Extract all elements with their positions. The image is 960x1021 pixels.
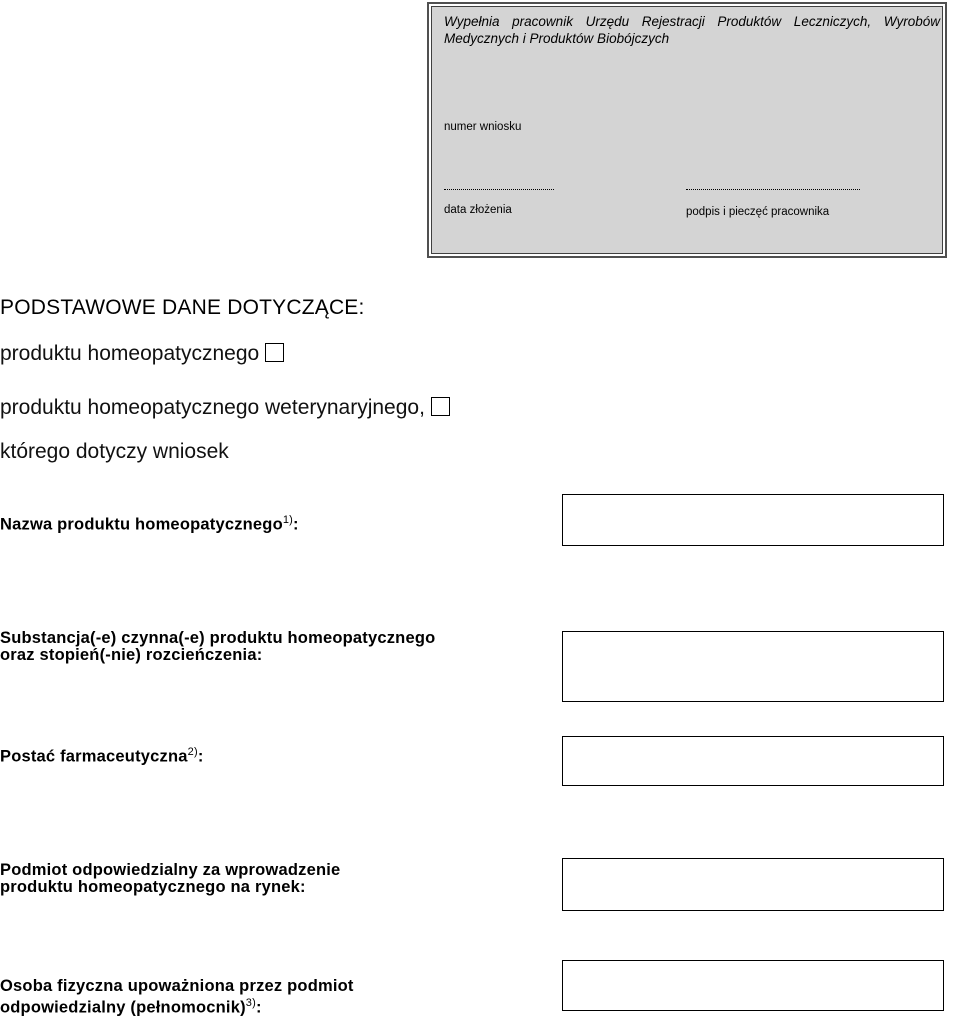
pharmaceutical-form-label [0, 744, 204, 766]
active-substance-field[interactable] [562, 631, 944, 702]
product-type-homeopathic-label: produktu homeopatycznego [0, 342, 260, 365]
active-substance-label-line2: oraz stopień(-nie) rozcieńczenia: [0, 646, 263, 664]
footnote-2: 2) [187, 746, 198, 758]
office-use-box-inner [431, 6, 943, 254]
authorized-person-label [0, 978, 354, 1017]
marketing-authorization-holder-label-line1: Podmiot odpowiedzialny za wprowadzenie [0, 861, 341, 879]
application-number-label: numer wniosku [444, 121, 522, 133]
authorized-person-field[interactable] [562, 960, 944, 1011]
submission-date-dotted-line [444, 189, 554, 190]
product-name-label-suffix: : [293, 515, 299, 534]
office-use-box [427, 2, 947, 258]
signature-label: podpis i pieczęć pracownika [686, 206, 830, 218]
authorized-person-label-line2: odpowiedzialny (pełnomocnik) [0, 998, 246, 1017]
product-name-label-text: Nazwa produktu homeopatycznego [0, 515, 283, 534]
footnote-3: 3) [245, 997, 256, 1009]
section-heading: PODSTAWOWE DANE DOTYCZĄCE: [0, 296, 365, 319]
pharmaceutical-form-field[interactable] [562, 736, 944, 786]
active-substance-label [0, 630, 435, 664]
marketing-authorization-holder-field[interactable] [562, 858, 944, 911]
pharmaceutical-form-label-suffix: : [197, 747, 204, 766]
active-substance-label-line1: Substancja(-e) czynna(-e) produktu homeopatycznego [0, 629, 436, 647]
product-type-homeopathic [0, 342, 284, 366]
product-type-veterinary-label: produktu homeopatycznego weterynaryjnego, [0, 396, 425, 419]
submission-date-label: data złożenia [444, 204, 512, 216]
marketing-authorization-holder-label [0, 862, 340, 896]
authorized-person-label-suffix: : [255, 998, 262, 1017]
product-type-homeopathic-checkbox[interactable] [265, 343, 284, 362]
footnote-1: 1) [282, 514, 294, 526]
signature-dotted-line [686, 189, 860, 190]
pharmaceutical-form-label-text: Postać farmaceutyczna [0, 747, 188, 766]
product-type-veterinary-checkbox[interactable] [431, 397, 450, 416]
product-name-field[interactable] [562, 494, 944, 546]
authorized-person-label-line1: Osoba fizyczna upoważniona przez podmiot [0, 977, 354, 995]
authorized-person-label-line2-wrap [0, 995, 354, 1017]
marketing-authorization-holder-label-line2: produktu homeopatycznego na rynek: [0, 878, 306, 896]
product-type-veterinary [0, 396, 450, 420]
office-use-header: Wypełnia pracownik Urzędu Rejestracji Produktów Leczniczych, Wyrobów Medycznych i Produktów Biobójczych [444, 14, 940, 46]
product-type-suffix: którego dotyczy wniosek [0, 440, 229, 463]
product-name-label [0, 512, 299, 534]
